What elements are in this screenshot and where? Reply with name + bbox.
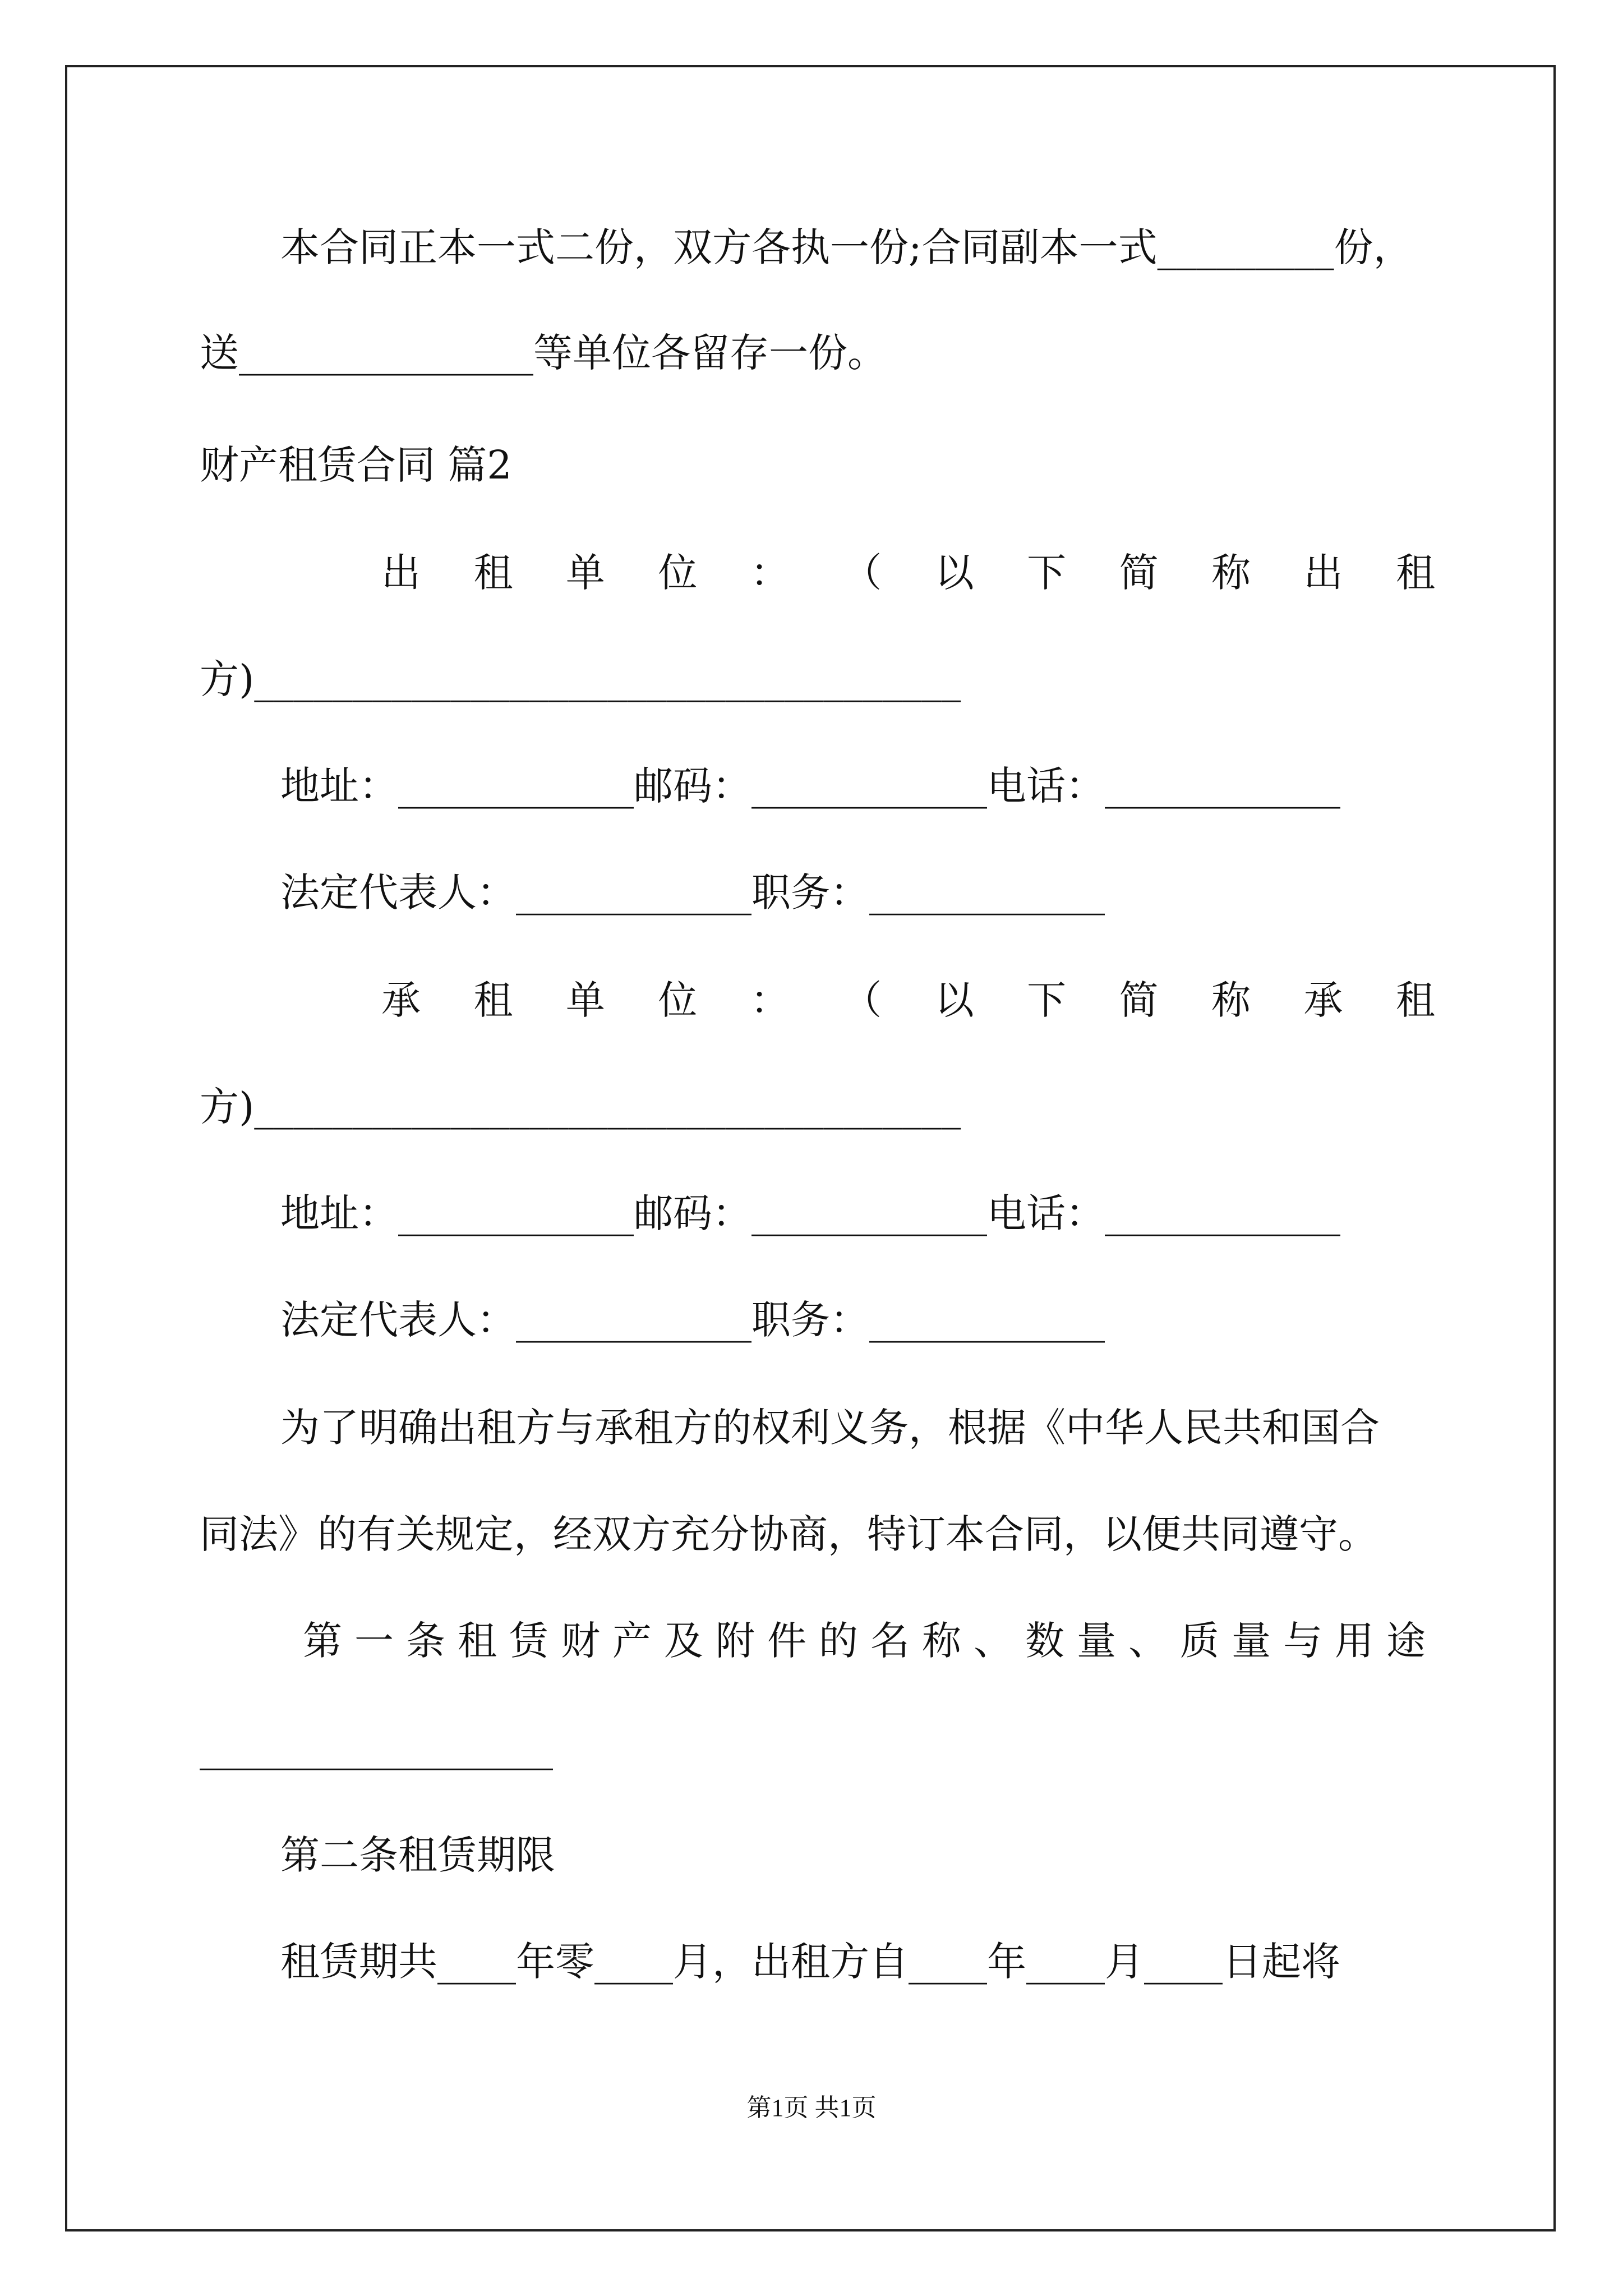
- lessor-label-char: 简: [1119, 550, 1159, 596]
- page-footer: 第1页 共1页: [746, 2094, 877, 2122]
- lessor-representative-line: 法定代表人：____________职务：____________: [280, 869, 1105, 915]
- lessor-label-char: 位: [658, 550, 698, 596]
- purpose-line-1: 为了明确出租方与承租方的权利义务，根据《中华人民共和国合: [280, 1405, 1380, 1451]
- article1-line-2: __________________: [200, 1724, 553, 1770]
- page-border: [65, 65, 1556, 2231]
- lessee-label-char: 承: [1303, 977, 1343, 1023]
- lessee-label-char: 下: [1027, 977, 1067, 1023]
- lessor-label-char: 称: [1211, 550, 1251, 596]
- lessor-label-char: 下: [1027, 550, 1067, 596]
- lessor-label-line: [381, 547, 1435, 598]
- lessee-label-char: 简: [1119, 977, 1159, 1023]
- lessee-label-char: 以: [934, 977, 974, 1023]
- lessor-address-line: 地址：____________邮码：____________电话：____________: [280, 763, 1340, 809]
- lessee-name-line: 方)____________________________________: [200, 1084, 961, 1130]
- contract-copies-line-2: 送_______________等单位各留存一份。: [200, 330, 887, 376]
- article2-line-1: 租赁期共____年零____月，出租方自____年____月____日起将: [280, 1939, 1340, 1985]
- lessor-name-line: 方)____________________________________: [200, 656, 961, 702]
- lessee-label-char: 租: [1395, 977, 1435, 1023]
- lessee-label-char: 承: [381, 977, 421, 1023]
- lessee-address-line: 地址：____________邮码：____________电话：____________: [280, 1190, 1340, 1236]
- lessor-label-char: 出: [381, 550, 421, 596]
- article2-heading: 第二条租赁期限: [280, 1832, 555, 1878]
- lessee-representative-line: 法定代表人：____________职务：____________: [280, 1297, 1105, 1343]
- article1-line-1: 第一条租赁财产及附件的名称、数量、质量与用途: [303, 1618, 1438, 1664]
- lessor-label-char: ：: [750, 550, 790, 596]
- lessor-label-char: （: [842, 550, 882, 596]
- lessee-label-char: （: [842, 977, 882, 1023]
- lessee-label-char: 租: [473, 977, 513, 1023]
- lessor-label-char: 以: [934, 550, 974, 596]
- lessor-label-char: 出: [1303, 550, 1343, 596]
- lessee-label-char: 位: [658, 977, 698, 1023]
- lessor-label-char: 租: [473, 550, 513, 596]
- contract-copies-line-1: 本合同正本一式二份，双方各执一份;合同副本一式_________份，: [280, 224, 1413, 270]
- lessee-label-char: 称: [1211, 977, 1251, 1023]
- section-heading: 财产租赁合同 篇2: [200, 442, 512, 488]
- lessor-label-char: 单: [565, 550, 605, 596]
- purpose-line-2: 同法》的有关规定，经双方充分协商，特订本合同，以便共同遵守。: [200, 1511, 1377, 1557]
- lessee-label-line: [381, 975, 1435, 1025]
- lessor-label-char: 租: [1395, 550, 1435, 596]
- lessee-label-char: ：: [750, 977, 790, 1023]
- lessee-label-char: 单: [565, 977, 605, 1023]
